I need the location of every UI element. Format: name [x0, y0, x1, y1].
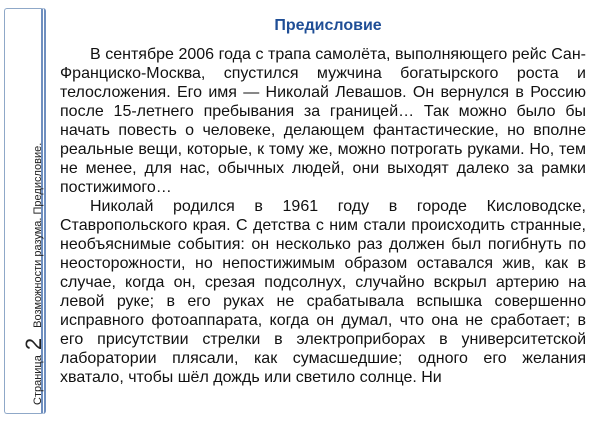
page-title: Предисловие	[274, 17, 382, 34]
sidebar-inner	[5, 9, 46, 413]
running-title: Возможности разума. Предисловие.	[32, 142, 44, 328]
page-sidebar	[4, 8, 46, 414]
paragraph-1: В сентябре 2006 года с трапа самолёта, выполняющего рейс Сан-Франциско-Москва, спустился мужчина богатырского роста и телосложения. Его имя — Николай Левашов. Он вернулся в Россию после 15-летнего пребывания за границей… Так можно было бы начать повесть о человеке, делающем фантастические, но вполне реальные вещи, которые, к тому же, можно потрогать руками. Но, тем не менее, для нас, обычных людей, они выходят далеко за рамки постижимого…	[60, 46, 586, 196]
sidebar-running-header	[23, 143, 45, 405]
page-label: Страница	[32, 355, 44, 405]
page-number: 2	[21, 337, 46, 351]
document-body	[60, 45, 586, 387]
paragraph-2: Николай родился в 1961 году в городе Кисловодске, Ставропольского края. С детства с ним стали происходить странные, необъяснимые события: он несколько раз должен был погибнуть по неосторожности, но непостижимым образом оставался жив, как в случае, когда он, срезая подсолнух, случайно вскрыл артерию на левой руке; в его руках не срабатывала вспышка совершенно исправного фотоаппарата, когда он думал, что она не сработает; в его присутствии стрелки в электроприборах в университетской лаборатории плясали, как сумасшедшие; одного его желания хватало, чтобы шёл дождь или светило солнце. Ни	[60, 198, 586, 386]
